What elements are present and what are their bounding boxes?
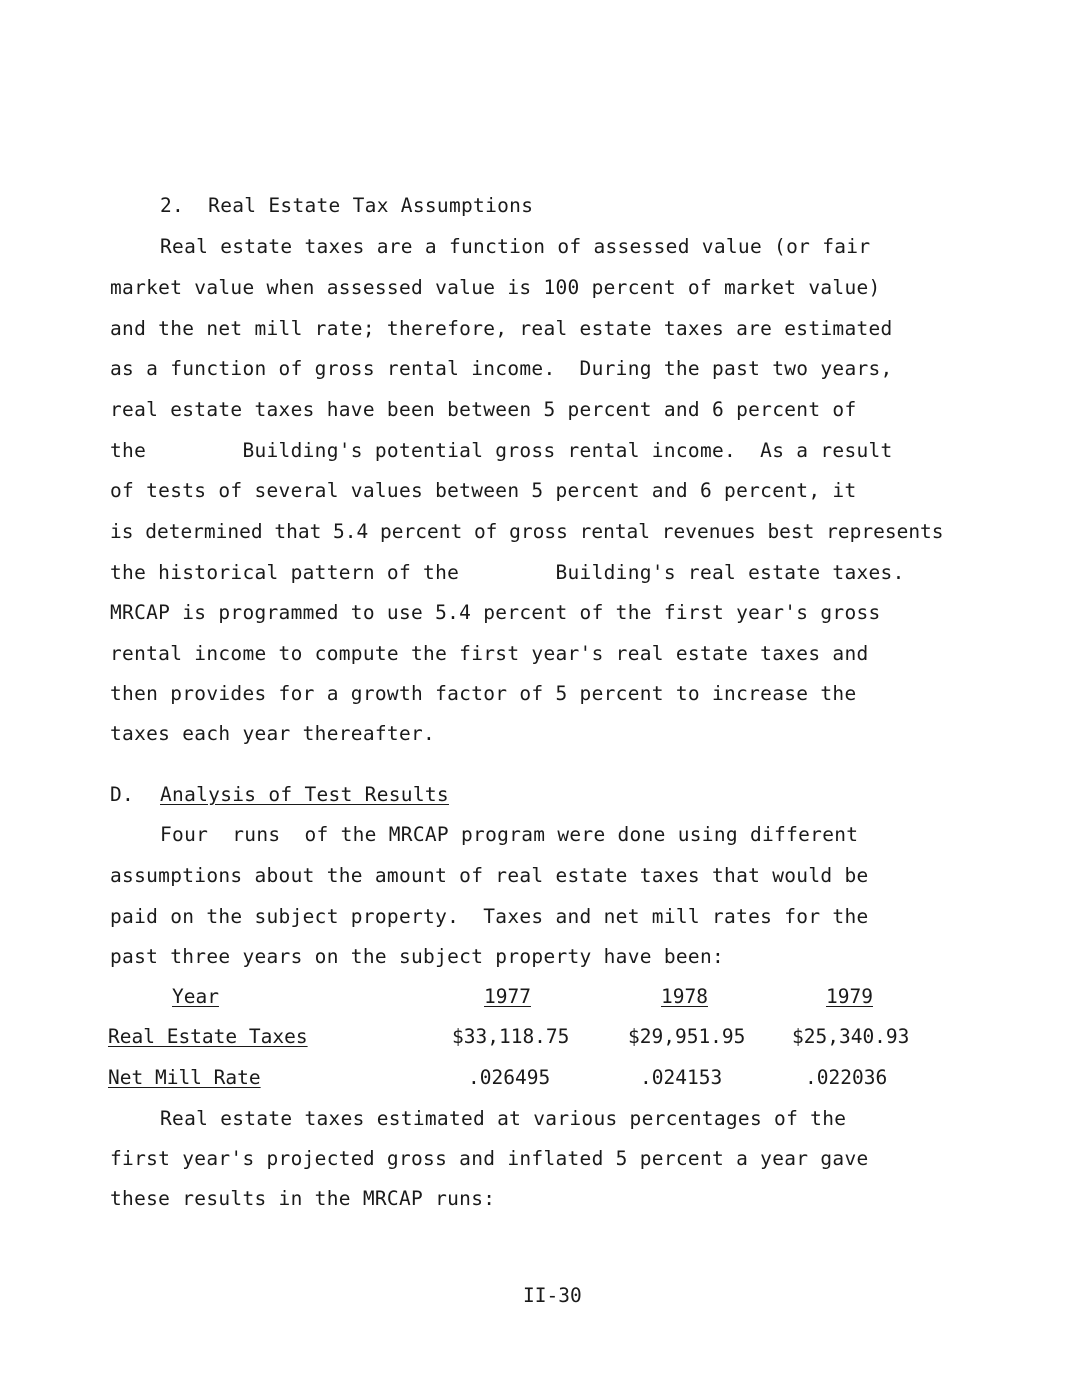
section-title: Analysis of Test Results [160,783,449,806]
paragraph-line: of tests of several values between 5 percent and 6 percent, it [110,479,857,502]
section-heading: 2. Real Estate Tax Assumptions [160,194,534,217]
table-header-year: 1977 [484,985,531,1008]
table-cell: $29,951.95 [628,1025,746,1048]
page-number: II-30 [523,1284,582,1307]
paragraph-line: then provides for a growth factor of 5 percent to increase the [110,682,857,705]
paragraph-line: Real estate taxes are a function of assessed value (or fair [160,235,871,258]
table-cell: .022036 [805,1066,888,1089]
paragraph-line: the Building's potential gross rental income. As a result [110,439,893,462]
paragraph-line: rental income to compute the first year's real estate taxes and [110,642,869,665]
paragraph-line: is determined that 5.4 percent of gross rental revenues best represents [110,520,944,543]
paragraph-line: and the net mill rate; therefore, real estate taxes are estimated [110,317,893,340]
table-cell: $25,340.93 [792,1025,910,1048]
paragraph-line: Four runs of the MRCAP program were done using different [160,823,859,846]
table-header-year: 1979 [826,985,873,1008]
paragraph-line: past three years on the subject property have been: [110,945,725,968]
paragraph-line: paid on the subject property. Taxes and net mill rates for the [110,905,869,928]
table-cell: .024153 [640,1066,723,1089]
table-cell: .026495 [468,1066,551,1089]
section-letter: D. [110,783,135,806]
paragraph-line: first year's projected gross and inflated 5 percent a year gave [110,1147,869,1170]
paragraph-line: market value when assessed value is 100 percent of market value) [110,276,881,299]
table-row-label: Net Mill Rate [108,1066,261,1089]
paragraph-line: assumptions about the amount of real estate taxes that would be [110,864,869,887]
table-header-label: Year [172,985,219,1008]
paragraph-line: the historical pattern of the Building's real estate taxes. [110,561,905,584]
paragraph-line: as a function of gross rental income. During the past two years, [110,357,893,380]
paragraph-line: these results in the MRCAP runs: [110,1187,496,1210]
paragraph-line: MRCAP is programmed to use 5.4 percent of the first year's gross [110,601,881,624]
paragraph-line: taxes each year thereafter. [110,722,436,745]
table-cell: $33,118.75 [452,1025,570,1048]
paragraph-line: real estate taxes have been between 5 percent and 6 percent of [110,398,857,421]
table-header-year: 1978 [661,985,708,1008]
paragraph-line: Real estate taxes estimated at various percentages of the [160,1107,847,1130]
table-row-label: Real Estate Taxes [108,1025,308,1048]
